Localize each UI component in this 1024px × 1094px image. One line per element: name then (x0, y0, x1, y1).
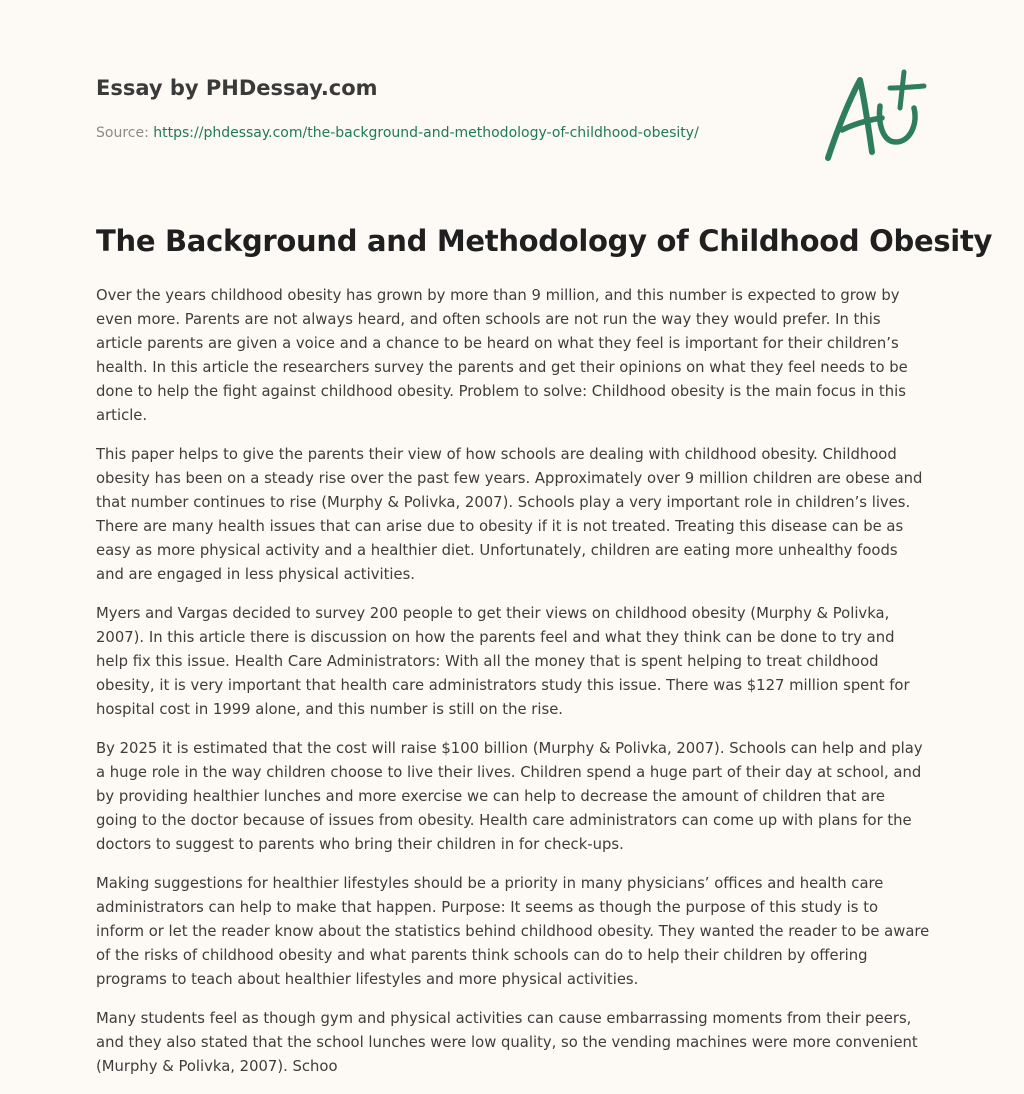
source-line (96, 125, 699, 141)
article-paragraph: By 2025 it is estimated that the cost will raise $100 billion (Murphy & Polivka, 2007). Schools can help and play a huge role in the way children choose to live their lives. Children spend a huge part of their day at school, and by providing healthier lunches and more exercise we can help to decrease the amount of children that are going to the doctor because of issues from obesity. Health care administrators can come up with plans for the doctors to suggest to parents who bring their children in for check-ups. (96, 740, 923, 853)
site-brand: Essay by PHDessay.com (96, 76, 378, 100)
article-paragraph: Myers and Vargas decided to survey 200 people to get their views on childhood obesity (Murphy & Polivka, 2007). In this article there is discussion on how the parents feel and what they think can be done to try and help fix this issue. Health Care Administrators: With all the money that is spent helping to treat childhood obesity, it is very important that health care administrators study this issue. There was $127 million spent for hospital cost in 1999 alone, and this number is still on the rise. (96, 605, 910, 718)
article-paragraph: This paper helps to give the parents their view of how schools are dealing with childhood obesity. Childhood obesity has been on a steady rise over the past few years. Approximately over 9 million children are obese and that number continues to rise (Murphy & Polivka, 2007). Schools play a very important role in children’s lives. There are many health issues that can arise due to obesity if it is not treated. Treating this disease can be as easy as more physical activity and a healthier diet. Unfortunately, children are eating more unhealthy foods and are engaged in less physical activities. (96, 446, 923, 583)
article-paragraph: Making suggestions for healthier lifestyles should be a priority in many physicians’ offices and health care administrators can help to make that happen. Purpose: It seems as though the purpose of this study is to inform or let the reader know about the statistics behind childhood obesity. They wanted the reader to be aware of the risks of childhood obesity and what parents think schools can do to help their children by offering programs to teach about healthier lifestyles and more physical activities. (96, 875, 930, 988)
article-paragraph: Many students feel as though gym and physical activities can cause embarrassing moments from their peers, and they also stated that the school lunches were low quality, so the vending machines were more convenient (Murphy & Polivka, 2007). Schoo (96, 1010, 918, 1075)
source-label: Source: (96, 125, 149, 141)
source-link[interactable]: https://phdessay.com/the-background-and-methodology-of-childhood-obesity/ (153, 125, 699, 141)
a-plus-grade-icon (820, 66, 930, 166)
article-title: The Background and Methodology of Childhood Obesity (96, 224, 993, 258)
article-body (96, 284, 930, 1094)
article-paragraph: Over the years childhood obesity has grown by more than 9 million, and this number is expected to grow by even more. Parents are not always heard, and often schools are not run the way they would prefer. In this article parents are given a voice and a chance to be heard on what they feel is important for their children’s health. In this article the researchers survey the parents and get their opinions on what they feel needs to be done to help the fight against childhood obesity. Problem to solve: Childhood obesity is the main focus in this article. (96, 287, 908, 424)
